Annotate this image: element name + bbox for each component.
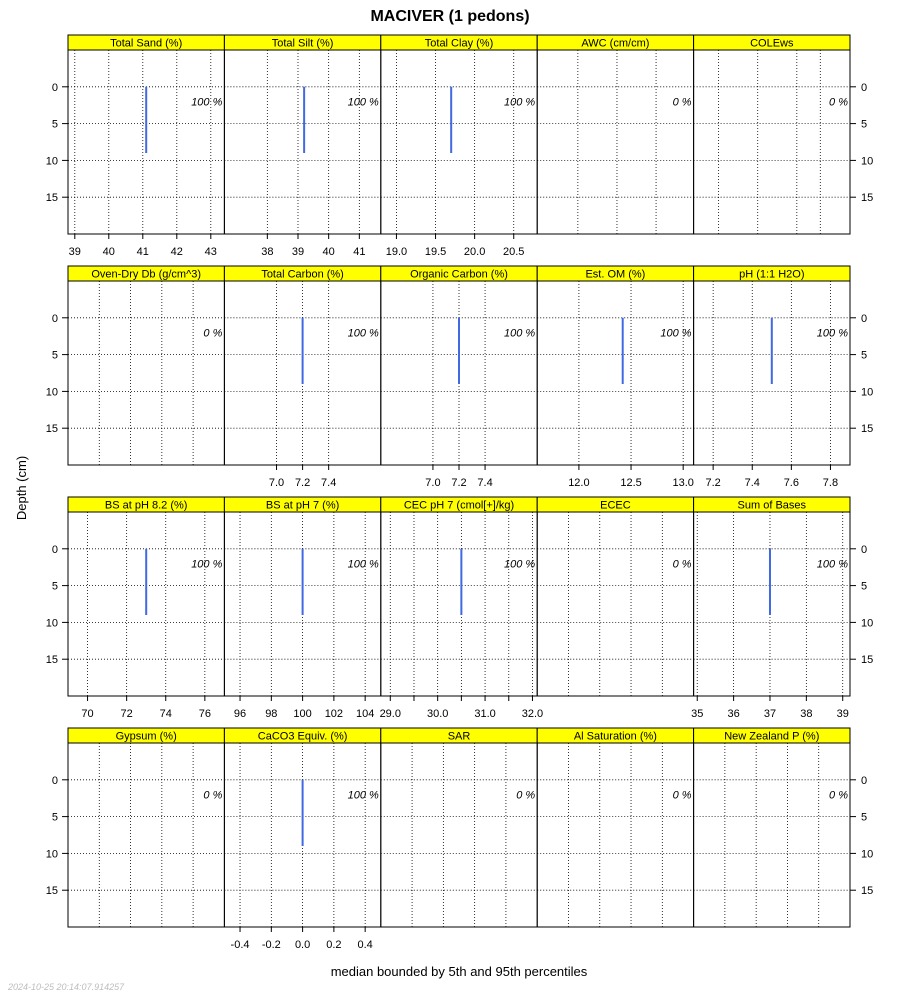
x-tick-label: 19.0 — [385, 246, 408, 258]
panel-border — [381, 743, 537, 927]
x-tick-label: 30.0 — [426, 708, 449, 720]
x-tick-label: 12.0 — [568, 477, 590, 489]
panel-strip-label: Total Clay (%) — [424, 37, 494, 50]
depth-tick-label: 10 — [45, 848, 58, 861]
panel-strip-label: ECEC — [600, 499, 631, 512]
panel-border — [224, 50, 380, 234]
panel-ecec — [537, 497, 693, 696]
x-tick-label: 29.0 — [379, 708, 401, 720]
depth-axis-row — [46, 544, 874, 666]
depth-tick-label: 0 — [51, 543, 58, 556]
panel-new-zealand-p — [694, 728, 850, 927]
x-tick-label: 0.0 — [294, 939, 311, 951]
depth-tick-label: 5 — [51, 349, 58, 362]
depth-tick-label: 15 — [861, 423, 874, 436]
x-tick-label: 41 — [353, 246, 366, 258]
panel-strip-label: Est. OM (%) — [585, 268, 646, 281]
depth-tick-label: 0 — [861, 774, 868, 787]
panel-bs-at-ph-7 — [224, 497, 380, 720]
panel-border — [537, 281, 693, 465]
depth-tick-label: 0 — [861, 543, 868, 556]
depth-tick-label: 10 — [861, 155, 874, 168]
depth-tick-label: 10 — [45, 155, 58, 168]
depth-tick-label: 0 — [51, 81, 58, 94]
panel-strip-label: pH (1:1 H2O) — [739, 268, 805, 281]
x-tick-label: 41 — [136, 246, 149, 258]
panel-border — [537, 743, 693, 927]
panel-border — [381, 512, 537, 696]
depth-tick-label: 15 — [861, 192, 874, 205]
panel-border — [537, 50, 693, 234]
depth-tick-label: 15 — [45, 885, 58, 898]
x-tick-label: 42 — [170, 246, 183, 258]
x-tick-label: 0.2 — [326, 939, 342, 951]
x-tick-label: 37 — [763, 708, 777, 720]
panel-strip-label: New Zealand P (%) — [724, 730, 820, 743]
depth-tick-label: 0 — [51, 774, 58, 787]
x-tick-label: -0.2 — [261, 939, 281, 951]
panel-percent-label: 0 % — [829, 789, 848, 802]
x-tick-label: 40 — [322, 246, 335, 258]
depth-tick-label: 10 — [861, 617, 874, 630]
x-tick-label: 7.2 — [705, 477, 721, 489]
panel-strip-label: COLEws — [750, 37, 794, 50]
panel-total-clay — [381, 35, 537, 258]
panel-percent-label: 0 % — [203, 327, 223, 340]
x-tick-label: 7.0 — [268, 477, 285, 489]
panel-border — [694, 512, 850, 696]
depth-tick-label: 5 — [861, 349, 868, 362]
x-tick-label: 7.2 — [451, 477, 467, 489]
panel-bs-at-ph-8-2 — [68, 497, 224, 720]
depth-tick-label: 0 — [861, 312, 868, 325]
x-tick-label: 12.5 — [620, 477, 642, 489]
panel-percent-label: 100 % — [660, 327, 692, 340]
x-tick-label: 0.4 — [357, 939, 373, 951]
x-tick-label: 7.4 — [744, 477, 760, 489]
x-tick-label: 32.0 — [521, 708, 544, 720]
depth-tick-label: 10 — [861, 848, 874, 861]
x-axis-label: median bounded by 5th and 95th percentiles — [330, 964, 588, 979]
panel-colews — [694, 35, 850, 234]
panel-border — [694, 743, 850, 927]
depth-tick-label: 5 — [51, 811, 58, 824]
panel-strip-label: Sum of Bases — [737, 499, 807, 512]
depth-tick-label: 15 — [45, 423, 58, 436]
x-tick-label: 7.4 — [321, 477, 337, 489]
depth-tick-label: 15 — [861, 885, 874, 898]
panel-gypsum — [68, 728, 224, 927]
x-tick-label: 43 — [204, 246, 217, 258]
panel-percent-label: 100 % — [503, 558, 536, 571]
panel-percent-label: 0 % — [672, 558, 692, 571]
timestamp-stamp: 2024-10-25 20:14:07.914257 — [8, 982, 125, 992]
x-tick-label: 13.0 — [672, 477, 694, 489]
panel-caco3-equiv — [224, 728, 380, 951]
depth-tick-label: 15 — [861, 654, 874, 667]
panel-percent-label: 100 % — [816, 327, 848, 340]
x-tick-label: 19.5 — [424, 246, 447, 258]
panel-percent-label: 100 % — [503, 327, 536, 340]
x-tick-label: 100 — [293, 708, 312, 720]
panel-percent-label: 0 % — [672, 96, 692, 109]
panel-percent-label: 100 % — [503, 96, 536, 109]
panel-awc-cm-cm — [537, 35, 693, 234]
panel-est-om — [537, 266, 694, 489]
panel-percent-label: 100 % — [347, 789, 379, 802]
x-tick-label: 96 — [233, 708, 247, 720]
panel-total-carbon — [224, 266, 380, 489]
panel-strip-label: Total Carbon (%) — [261, 268, 344, 281]
depth-tick-label: 0 — [51, 312, 58, 325]
depth-tick-label: 10 — [45, 386, 58, 399]
x-tick-label: 39 — [836, 708, 849, 720]
panel-oven-dry-db-g-cm-3 — [68, 266, 224, 465]
x-tick-label: -0.4 — [230, 939, 250, 951]
panel-strip-label: Organic Carbon (%) — [410, 268, 508, 281]
x-tick-label: 7.2 — [294, 477, 311, 489]
depth-tick-label: 5 — [861, 580, 868, 593]
panel-percent-label: 100 % — [191, 96, 223, 109]
x-tick-label: 74 — [159, 708, 172, 720]
panel-strip-label: BS at pH 7 (%) — [265, 499, 340, 512]
depth-tick-label: 5 — [51, 580, 58, 593]
x-tick-label: 7.4 — [477, 477, 493, 489]
y-axis-label: Depth (cm) — [14, 455, 29, 521]
x-tick-label: 20.5 — [503, 246, 525, 258]
panel-strip-label: Al Saturation (%) — [573, 730, 657, 743]
x-tick-label: 39 — [291, 246, 305, 258]
panel-percent-label: 0 % — [829, 96, 848, 109]
chart-title: MACIVER (1 pedons) — [370, 8, 530, 25]
depth-axis-row — [46, 775, 874, 897]
panel-border — [694, 50, 850, 234]
panel-cec-ph-7-cmol-kg — [380, 497, 544, 720]
panel-strip-label: Total Sand (%) — [110, 37, 183, 50]
depth-tick-label: 15 — [45, 192, 58, 205]
panel-percent-label: 100 % — [347, 327, 379, 340]
x-tick-label: 39 — [68, 246, 81, 258]
panel-percent-label: 0 % — [203, 789, 223, 802]
x-tick-label: 31.0 — [474, 708, 496, 720]
depth-axis-row — [46, 82, 874, 204]
panel-ph-1-1-h2o — [694, 266, 850, 489]
panel-strip-label: BS at pH 8.2 (%) — [104, 499, 188, 512]
x-tick-label: 40 — [102, 246, 115, 258]
x-tick-label: 36 — [727, 708, 740, 720]
depth-tick-label: 10 — [861, 386, 874, 399]
panel-sar — [381, 728, 537, 927]
panel-total-silt — [224, 35, 380, 258]
x-tick-label: 38 — [800, 708, 813, 720]
x-tick-label: 102 — [324, 708, 344, 720]
x-tick-label: 72 — [120, 708, 133, 720]
panel-strip-label: Total Silt (%) — [271, 37, 334, 50]
depth-tick-label: 10 — [45, 617, 58, 630]
panel-percent-label: 100 % — [347, 558, 379, 571]
panel-strip-label: CEC pH 7 (cmol[+]/kg) — [403, 499, 515, 512]
panel-strip-label: SAR — [447, 730, 471, 743]
panel-border — [68, 743, 224, 927]
panel-percent-label: 100 % — [816, 558, 848, 571]
panel-sum-of-bases — [691, 497, 850, 720]
x-tick-label: 104 — [355, 708, 375, 720]
panel-border — [68, 281, 224, 465]
x-tick-label: 7.6 — [783, 477, 799, 489]
panel-strip-label: CaCO3 Equiv. (%) — [257, 730, 348, 743]
panel-strip-label: Gypsum (%) — [115, 730, 177, 743]
x-tick-label: 20.0 — [463, 246, 486, 258]
panel-strip-label: AWC (cm/cm) — [581, 37, 650, 50]
x-tick-label: 70 — [81, 708, 94, 720]
depth-tick-label: 5 — [861, 811, 868, 824]
x-tick-label: 38 — [261, 246, 274, 258]
x-tick-label: 35 — [691, 708, 704, 720]
panel-strip-label: Oven-Dry Db (g/cm^3) — [91, 268, 202, 281]
panel-total-sand — [68, 35, 224, 258]
panel-grid — [68, 35, 850, 951]
panel-al-saturation — [537, 728, 693, 927]
panel-percent-label: 100 % — [347, 96, 379, 109]
depth-tick-label: 5 — [861, 118, 868, 131]
panel-organic-carbon — [381, 266, 537, 489]
x-tick-label: 76 — [198, 708, 211, 720]
x-tick-label: 7.0 — [425, 477, 441, 489]
x-tick-label: 98 — [265, 708, 278, 720]
depth-tick-label: 5 — [51, 118, 58, 131]
panel-percent-label: 0 % — [516, 789, 536, 802]
depth-axes — [46, 82, 874, 897]
x-tick-label: 7.8 — [822, 477, 839, 489]
panel-border — [537, 512, 693, 696]
depth-tick-label: 0 — [861, 81, 868, 94]
panel-percent-label: 0 % — [672, 789, 692, 802]
depth-tick-label: 15 — [45, 654, 58, 667]
panel-percent-label: 100 % — [191, 558, 223, 571]
